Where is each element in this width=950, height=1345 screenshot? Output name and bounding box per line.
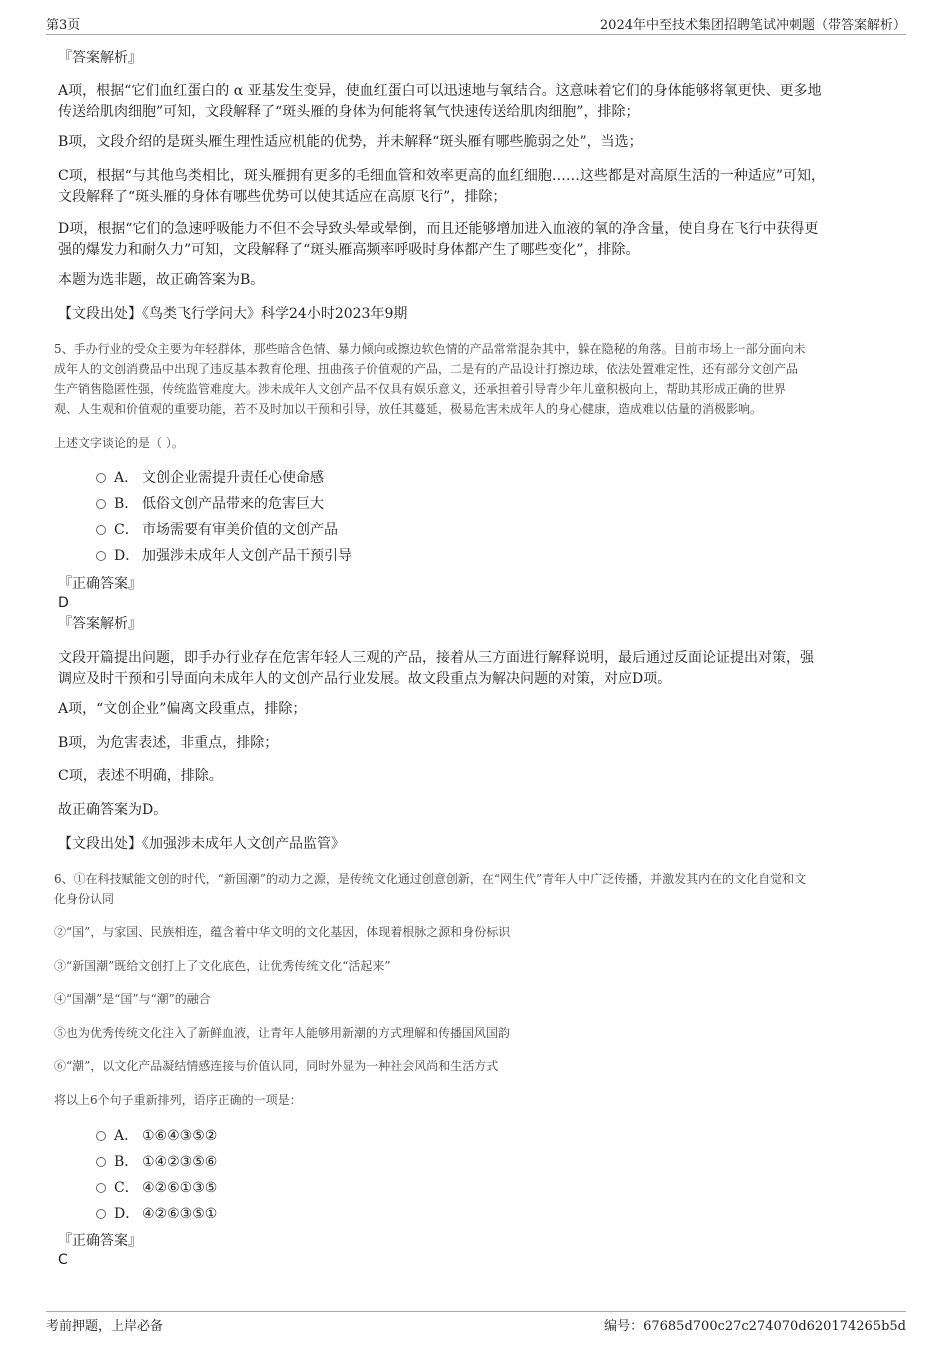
q5-stem-line4: 观、人生观和价值观的重要功能，若不及时加以干预和引导，放任其蔓延，极易危害未成年人的身心健康，造成难以估量的消极影响。 — [54, 402, 763, 416]
q4-analysis-c-line1: C项，根据“与其他鸟类相比，斑头雁拥有更多的毛细血管和效率更高的血红细胞……这些都是对高原生活的一种适应”可知， — [58, 168, 826, 184]
page-footer — [46, 1311, 906, 1334]
radio-icon[interactable] — [96, 1209, 106, 1219]
q5-option-d[interactable]: D． 加强涉未成年人文创产品干预引导 — [96, 546, 352, 566]
radio-icon[interactable] — [96, 473, 106, 483]
document-title: 2024年中至技术集团招聘笔试冲刺题（带答案解析） — [599, 18, 906, 33]
q5-analysis-line2: 调应及时干预和引导面向未成年人的文创产品行业发展。故文段重点为解决问题的对策，对应D项。 — [58, 671, 672, 687]
q6-stem-line2: 化身份认同 — [54, 892, 115, 906]
q5-question: 上述文字谈论的是（ ）。 — [54, 436, 184, 450]
q5-option-b[interactable]: B． 低俗文创产品带来的危害巨大 — [96, 494, 324, 514]
q5-stem-line3: 生产销售隐匿性强，传统监管难度大。涉未成年人文创产品不仅具有娱乐意义，还承担着引导青少年儿童积极向上，帮助其形成正确的世界 — [54, 382, 787, 396]
q6-sentence-3: ③“新国潮”既给文创打上了文化底色，让优秀传统文化“活起来” — [54, 959, 391, 973]
q5-stem-line2: 成年人的文创消费品中出现了违反基本教育伦理、扭曲孩子价值观的产品，二是有的产品设计打擦边球，依法处置难定性，还有部分文创产品 — [54, 362, 799, 376]
q5-analysis-line1: 文段开篇提出问题，即手办行业存在危害年轻人三观的产品，接着从三方面进行解释说明，最后通过反面论证提出对策，强 — [58, 650, 814, 666]
q5-analysis-label: 『答案解析』 — [58, 616, 142, 632]
q5-answer: D — [58, 595, 69, 611]
q6-stem-line1: 6、①在科技赋能文创的时代，“新国潮”的动力之源，是传统文化通过创意创新，在“网生代”青年人中广泛传播，并激发其内在的文化自觉和文 — [54, 872, 807, 886]
q4-conclusion: 本题为选非题，故正确答案为B。 — [58, 272, 265, 288]
q4-analysis-d-line2: 强的爆发力和耐久力”可知，文段解释了“斑头雁高频率呼吸时身体都产生了哪些变化”，排除。 — [58, 242, 640, 258]
q5-option-a[interactable]: A． 文创企业需提升责任心使命感 — [96, 468, 324, 488]
q6-sentence-5: ⑤也为优秀传统文化注入了新鲜血液，让青年人能够用新潮的方式理解和传播国风国韵 — [54, 1026, 511, 1040]
q5-analysis-a: A项，“文创企业”偏离文段重点，排除； — [58, 701, 307, 717]
q5-conclusion: 故正确答案为D。 — [58, 802, 168, 818]
q4-analysis-d-line1: D项，根据“它们的急速呼吸能力不但不会导致头晕或晕倒，而且还能够增加进入血液的氧的净含量，使自身在飞行中获得更 — [58, 221, 819, 237]
q6-option-c[interactable]: C． ④②⑥①③⑤ — [96, 1178, 217, 1198]
q6-option-b[interactable]: B． ①④②③⑤⑥ — [96, 1152, 217, 1172]
q6-answer-label: 『正确答案』 — [58, 1233, 142, 1249]
q6-question: 将以上6个句子重新排列，语序正确的一项是： — [54, 1093, 302, 1107]
q4-analysis-a-line1: A项，根据“它们血红蛋白的 α 亚基发生变异，使血红蛋白可以迅速地与氧结合。这意味着它们的身体能够将氧更快、更多地 — [58, 83, 822, 99]
radio-icon[interactable] — [96, 551, 106, 561]
q6-option-a[interactable]: A． ①⑥④③⑤② — [96, 1126, 217, 1146]
q6-answer: C — [58, 1252, 68, 1268]
q5-analysis-b: B项，为危害表述，非重点，排除； — [58, 735, 279, 751]
radio-icon[interactable] — [96, 1183, 106, 1193]
q4-analysis-label: 『答案解析』 — [58, 50, 142, 66]
q6-option-d[interactable]: D． ④②⑥③⑤① — [96, 1204, 217, 1224]
radio-icon[interactable] — [96, 1131, 106, 1141]
document-code: 编号：67685d700c27c274070d620174265b5d — [604, 1319, 906, 1334]
radio-icon[interactable] — [96, 525, 106, 535]
q4-analysis-c-line2: 文段解释了“斑头雁的身体有哪些优势可以使其适应在高原飞行”，排除； — [58, 189, 507, 205]
q5-answer-label: 『正确答案』 — [58, 576, 142, 592]
q4-analysis-a-line2: 传送给肌肉细胞”可知，文段解释了“斑头雁的身体为何能将氧气快速传送给肌肉细胞”，排除； — [58, 104, 640, 120]
q6-sentence-2: ②“国”，与家国、民族相连，蕴含着中华文明的文化基因，体现着根脉之源和身份标识 — [54, 925, 511, 939]
page-header — [46, 14, 906, 35]
page-number: 第3页 — [46, 18, 81, 33]
q5-source: 【文段出处】《加强涉未成年人文创产品监管》 — [58, 836, 345, 852]
q5-analysis-c: C项，表述不明确，排除。 — [58, 768, 223, 784]
radio-icon[interactable] — [96, 1157, 106, 1167]
q6-sentence-4: ④“国潮”是“国”与“潮”的融合 — [54, 992, 211, 1006]
q5-stem-line1: 5、手办行业的受众主要为年轻群体，那些暗含色情、暴力倾向或擦边软色情的产品常常混杂其中，躲在隐秘的角落。目前市场上一部分面向未 — [54, 342, 806, 356]
q6-sentence-6: ⑥“潮”，以文化产品凝结情感连接与价值认同，同时外显为一种社会风尚和生活方式 — [54, 1059, 499, 1073]
q4-analysis-b: B项，文段介绍的是斑头雁生理性适应机能的优势，并未解释“斑头雁有哪些脆弱之处”，当选； — [58, 134, 643, 150]
q5-option-c[interactable]: C． 市场需要有审美价值的文创产品 — [96, 520, 338, 540]
q4-source: 【文段出处】《鸟类飞行学问大》科学24小时2023年9期 — [58, 306, 408, 322]
radio-icon[interactable] — [96, 499, 106, 509]
footer-slogan: 考前押题，上岸必备 — [46, 1319, 164, 1334]
